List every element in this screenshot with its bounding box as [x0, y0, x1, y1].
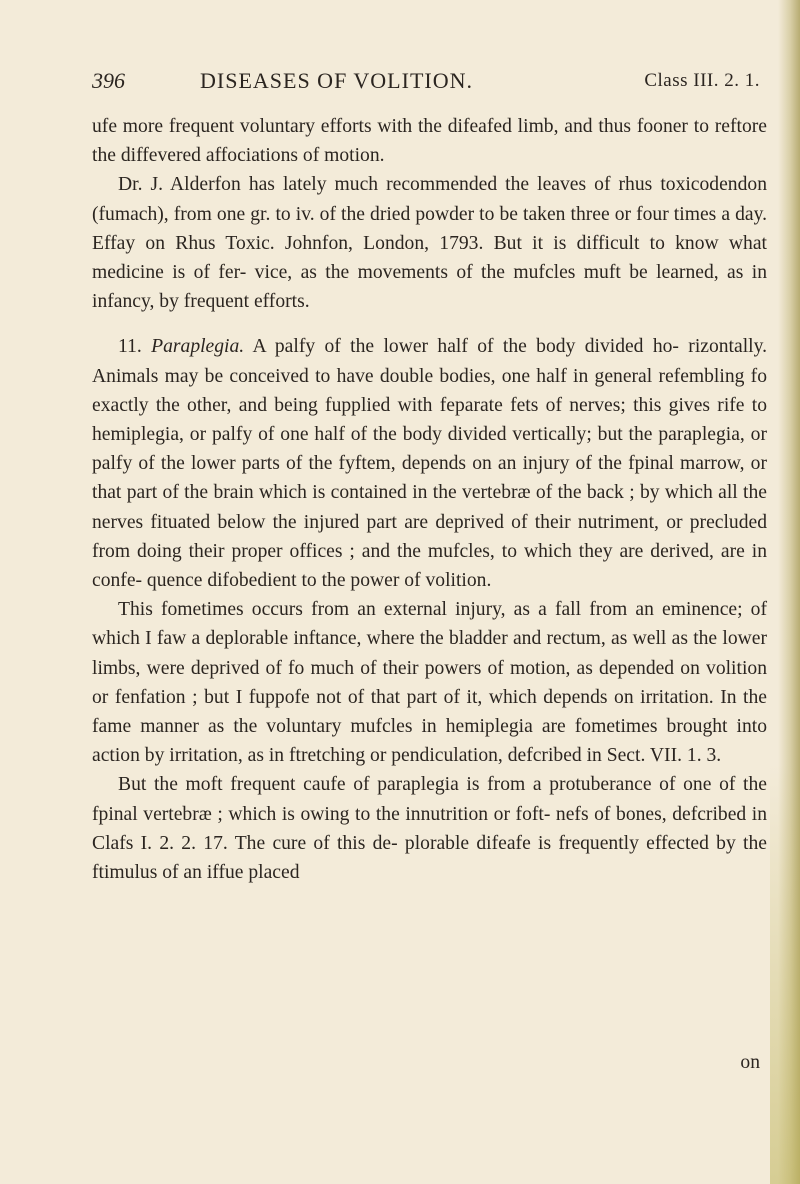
page-number: 396 — [92, 68, 125, 93]
paragraph-paraplegia-definition — [92, 332, 767, 595]
section-number: 11. — [118, 336, 142, 358]
paragraph-continuation: ufe more frequent voluntary efforts with the difeafed limb, and thus fooner to reftore the diffevered affociations of motion. — [92, 116, 767, 167]
running-head — [92, 68, 760, 98]
page-foxing — [770, 764, 800, 1184]
paragraph-external-injury: This fometimes occurs from an external injury, as a fall from an eminence; of which I faw a deplorable inftance, where the bladder and rectum, as well as the lower limbs, were deprived of fo much of their powers of motion, as depended on volition or fenfation ; but I fuppofe not of that part of it, which depends on irritation. In the fame manner as the voluntary mufcles in hemiplegia are fometimes brought into action by irritation, as in ftretching or pendiculation, defcribed in Sect. VII. 1. 3. — [92, 599, 767, 767]
body-text — [92, 112, 767, 887]
section-text: A palfy of the lower half of the body divided ho- rizontally. Animals may be conceived to have double bodies, one half in general refembling fo exactly the other, and being fupplied with feparate fets of nerves; this gives rife to hemiplegia, or palfy of one half of the body divided vertically; but the paraplegia, or palfy of the lower parts of the fyftem, depends on an injury of the fpinal marrow, or that part of the brain which is contained in the vertebræ of the back ; by which all the nerves fituated below the injured part are deprived of their nutriment, or precluded from doing their proper offices ; and the mufcles, to which they are derived, are in confe- quence difobedient to the power of volition. — [92, 336, 768, 592]
section-heading: Paraplegia. — [151, 336, 245, 358]
running-head-class-reference: Class III. 2. 1. — [644, 70, 760, 91]
running-head-title: DISEASES OF VOLITION. — [200, 68, 473, 93]
catchword: on — [740, 1052, 760, 1073]
paragraph-frequent-cause: But the moft frequent caufe of paraplegia is from a protuberance of one of the fpinal vertebræ ; which is owing to the innutrition or foft- nefs of bones, defcribed in Clafs I. 2. 2. 17. The cure of this de- plorable difeafe is frequently effected by the ftimulus of an iffue placed — [92, 774, 767, 884]
paragraph-alderson-remedy: Dr. J. Alderfon has lately much recommended the leaves of rhus toxicodendon (fumach), from one gr. to iv. of the dried powder to be taken three or four times a day. Effay on Rhus Toxic. Johnfon, London, 1793. But it is difficult to know what medicine is of fer- vice, as the movements of the mufcles muft be learned, as in infancy, by frequent efforts. — [92, 174, 767, 313]
